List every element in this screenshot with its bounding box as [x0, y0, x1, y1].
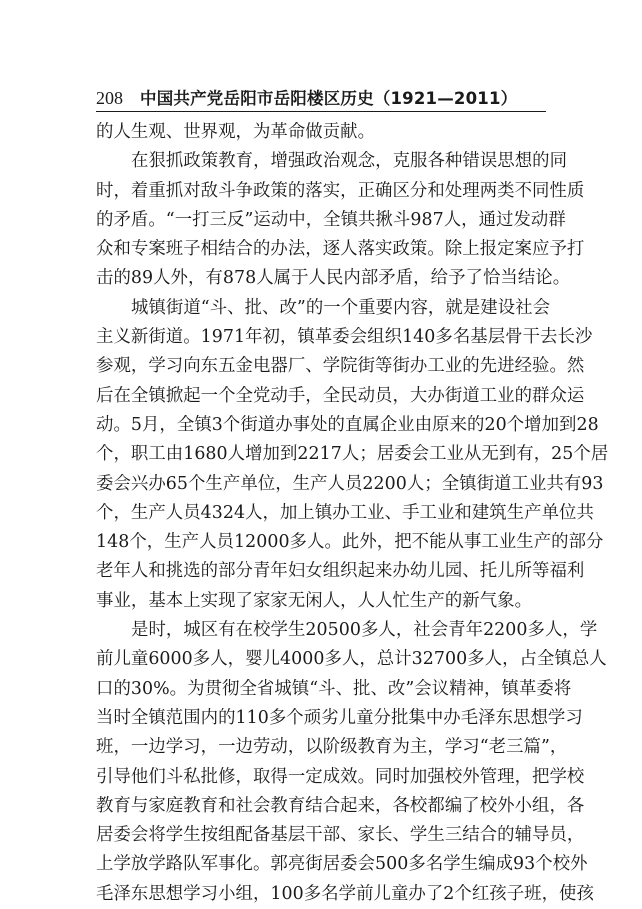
- text-line: 个，职工由1680人增加到2217人；居委会工业从无到有，25个居: [96, 444, 609, 465]
- text-line: 居委会将学生按组配备基层干部、家长、学生三结合的辅导员，: [96, 825, 585, 846]
- paragraph: [96, 616, 607, 909]
- text-line: 上学放学路队军事化。郭亮街居委会500多名学生编成93个校外: [96, 854, 588, 875]
- text-line: 148个，生产人员12000多人。此外，把不能从事工业生产的部分: [96, 532, 604, 553]
- text-line: 是时，城区有在校学生20500多人，社会青年2200多人，学: [131, 620, 598, 641]
- text-line: 事业，基本上实现了家家无闲人，人人忙生产的新气象。: [96, 590, 533, 611]
- paragraph: [96, 147, 585, 293]
- page-number: 208: [96, 88, 123, 108]
- text-line: 的矛盾。“一打三反”运动中，全镇共揪斗987人，通过发动群: [96, 209, 566, 230]
- text-line: 前儿童6000多人，婴儿4000多人，总计32700多人，占全镇总人: [96, 649, 607, 670]
- text-line: 委会兴办65个生产单位，生产人员2200人；全镇街道工业共有93: [96, 473, 604, 494]
- text-line: 众和专案班子相结合的办法，逐人落实政策。除上报定案应予打: [96, 239, 585, 260]
- body-text: [96, 118, 609, 909]
- header-rule: [96, 111, 546, 112]
- paragraph: [96, 118, 546, 147]
- paragraph: [96, 294, 609, 616]
- page-header: [96, 81, 546, 109]
- text-line: 口的30%。为贯彻全省城镇“斗、批、改”会议精神，镇革委将: [96, 678, 572, 699]
- text-line: 参观，学习向东五金电器厂、学院街等街办工业的先进经验。然: [96, 356, 585, 377]
- text-line: 的人生观、世界观，为革命做贡献。: [96, 122, 376, 142]
- text-line: 时，着重抓对敌斗争政策的落实，正确区分和处理两类不同性质: [96, 180, 585, 201]
- text-line: 击的89人外，有878人属于人民内部矛盾，给予了恰当结论。: [96, 268, 571, 289]
- text-line: 后在全镇掀起一个全党动手，全民动员，大办街道工业的群众运: [96, 385, 585, 406]
- text-line: 引导他们斗私批修，取得一定成效。同时加强校外管理，把学校: [96, 766, 585, 787]
- text-line: 教育与家庭教育和社会教育结合起来，各校都编了校外小组，各: [96, 795, 585, 816]
- text-line: 在狠抓政策教育，增强政治观念，克服各种错误思想的同: [131, 151, 568, 172]
- text-line: 主义新街道。1971年初，镇革委会组织140多名基层骨干去长沙: [96, 327, 593, 348]
- text-line: 班，一边学习，一边劳动，以阶级教育为主，学习“老三篇”，: [96, 737, 568, 758]
- text-line: 老年人和挑选的部分青年妇女组织起来办幼儿园、托儿所等福利: [96, 561, 585, 582]
- running-title: 中国共产党岳阳市岳阳楼区历史（1921—2011）: [140, 89, 518, 108]
- text-line: 当时全镇范围内的110多个顽劣儿童分批集中办毛泽东思想学习: [96, 707, 583, 728]
- text-line: 城镇街道“斗、批、改”的一个重要内容，就是建设社会: [131, 297, 551, 318]
- text-line: 动。5月，全镇3个街道办事处的直属企业由原来的20个增加到28: [96, 414, 599, 435]
- text-line: 个，生产人员4324人，加上镇办工业、手工业和建筑生产单位共: [96, 502, 594, 523]
- text-line: 毛泽东思想学习小组，100多名学前儿童办了2个红孩子班，使孩: [96, 883, 594, 904]
